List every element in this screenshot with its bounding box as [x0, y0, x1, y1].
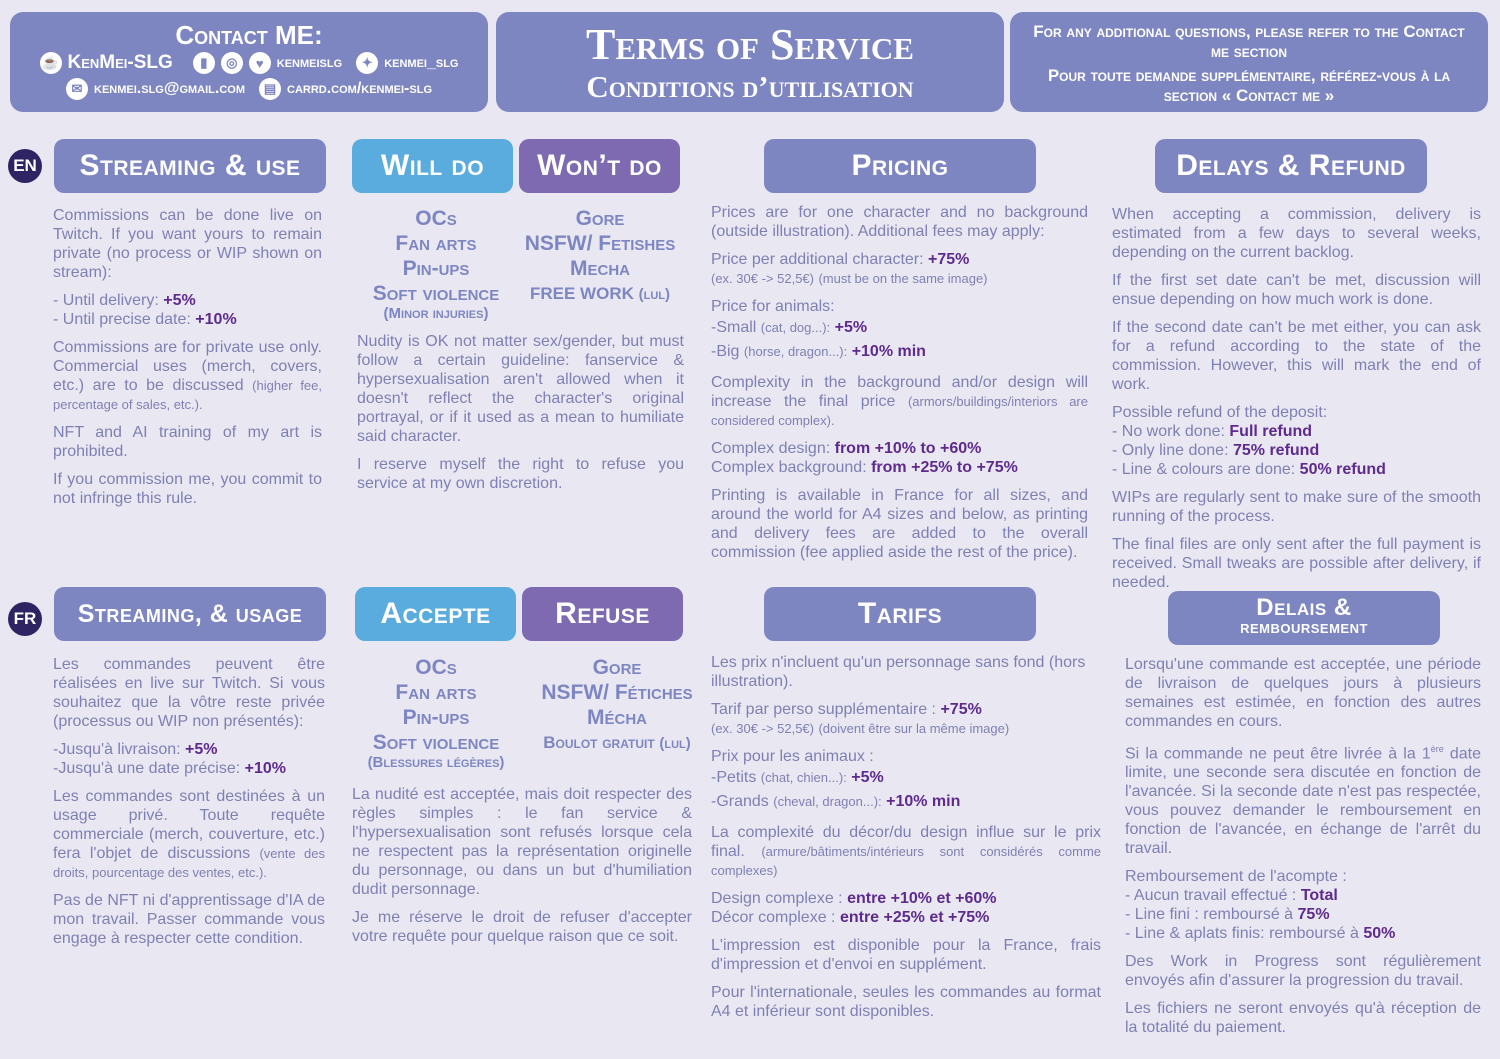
en-will-item: Soft violence — [372, 282, 500, 305]
title-banner — [496, 12, 1004, 112]
fr-streaming-l2: -Jusqu'à une date précise: +10% — [53, 760, 286, 777]
en-pricing-cd: Complex design: from +10% to +60% — [711, 440, 982, 457]
fr-wont-item: Gore — [592, 656, 642, 679]
fr-will-list — [352, 655, 520, 770]
en-streaming-p3: NFT and AI training of my art is prohibited. — [53, 424, 322, 460]
twitch-handle[interactable]: kenmeislg — [276, 54, 343, 71]
fr-reserve: Je me réserve le droit de refuser d'accepter votre requête pour quelque raison que ce soit. — [352, 909, 692, 945]
en-streaming-p4: If you commission me, you commit to not infringe this rule. — [53, 471, 322, 507]
fr-pricing-add-ex: (ex. 30€ -> 52,5€) (doivent être sur la même image) — [711, 721, 1010, 736]
mail-icon: ✉ — [66, 78, 88, 100]
en-will-list — [352, 206, 520, 321]
fr-nudity-text — [352, 785, 692, 955]
en-nudity-text — [357, 332, 684, 502]
en-will-item: Pin-ups — [402, 257, 470, 280]
en-delays-p3: If the second date can't be met either, you can ask for a refund according to the state of the commission. However, this will mark the end of work. — [1112, 319, 1481, 393]
fr-delays-p5: Les fichiers ne seront envoyés qu'à réception de la totalité du paiement. — [1125, 1000, 1481, 1037]
en-pricing-header: Pricing — [764, 139, 1036, 193]
en-will-header: Will do — [352, 139, 513, 193]
en-pricing-small: -Small (cat, dog...): +5% — [711, 319, 868, 336]
fr-wont-list — [527, 655, 707, 755]
en-delays-p2: If the first set date can't be met, discussion will ensue depending on how much work is done. — [1112, 272, 1481, 308]
en-pricing-complex: Complexity in the background and/or design will increase the final price (armors/buildings/interiors are considered complex). — [711, 374, 1088, 428]
en-pricing-animals: Price for animals: — [711, 298, 835, 315]
twitch-icon: ▮ — [193, 52, 215, 74]
contact-name[interactable]: KenMei-SLG — [67, 52, 173, 73]
en-wont-item: NSFW/ Fetishes — [524, 232, 676, 255]
fr-will-header: Accepte — [355, 587, 516, 641]
en-wont-item: FREE WORK (lul) — [530, 284, 670, 303]
fr-delays-p4: Des Work in Progress sont régulièrement envoyés afin d'assurer la progression du travail. — [1125, 953, 1481, 990]
fr-pricing-cd: Design complexe : entre +10% et +60% — [711, 890, 997, 907]
fr-delays-header — [1168, 591, 1440, 645]
en-delays-r3: - Line & colours are done: 50% refund — [1112, 461, 1386, 478]
page-subtitle: Conditions d’utilisation — [586, 69, 914, 104]
fr-pricing-add: Tarif par perso supplémentaire : +75% — [711, 701, 982, 718]
en-reserve: I reserve myself the right to refuse you service at my own discretion. — [357, 456, 684, 492]
en-delays-refund: Possible refund of the deposit: — [1112, 404, 1328, 421]
fr-will-item: Fan arts — [395, 681, 477, 704]
en-badge: EN — [8, 149, 42, 183]
fr-delays-r2: - Line fini : remboursé à 75% — [1125, 906, 1330, 924]
fr-nudity: La nudité est acceptée, mais doit respecter des règles simples : le fan service & l'hypersexualisation sont refusés lorsque cela ne respectent pas la représentation originelle du personnage, ou dans un but d'humiliation dudit personnage. — [352, 786, 692, 898]
fr-pricing-text — [711, 653, 1101, 1030]
en-pricing-printing: Printing is available in France for all sizes, and around the world for A4 sizes and below, as printing and delivery fees are added to the overall commission (fee applied aside the rest of the price). — [711, 487, 1088, 561]
en-pricing-text — [711, 203, 1088, 571]
en-delays-text — [1112, 205, 1481, 601]
fr-pricing-animals: Prix pour les animaux : — [711, 748, 874, 765]
kofi-heart-icon: ♥ — [249, 52, 271, 74]
fr-delays-header-l1: Delais & — [1256, 594, 1352, 621]
contact-banner — [10, 12, 488, 112]
fr-streaming-header: Streaming, & usage — [54, 587, 326, 641]
fr-streaming-p2: Les commandes sont destinées à un usage privé. Toute requête commerciale (merch, couverture, etc.) fera l'objet de discussions (vente des droits, pourcentage des ventes, etc.). — [53, 788, 325, 880]
en-streaming-text — [53, 206, 322, 517]
fr-will-item: Pin-ups — [402, 706, 470, 729]
fr-wont-item: Boulot gratuit (lul) — [543, 733, 691, 752]
en-pricing-cb: Complex background: from +25% to +75% — [711, 459, 1018, 476]
en-delays-p5: The final files are only sent after the full payment is received. Small tweaks are possible after delivery, if needed. — [1112, 536, 1481, 591]
fr-streaming-p3: Pas de NFT ni d'apprentissage d'IA de mon travail. Passer commande vous engage à respecter cette condition. — [53, 892, 325, 947]
en-streaming-p1: Commissions can be done live on Twitch. If you want yours to remain private (no process or WIP shown on stream): — [53, 207, 322, 281]
en-will-item-note: (Minor injuries) — [383, 305, 489, 322]
fr-streaming-l1: -Jusqu'à livraison: +5% — [53, 741, 218, 758]
en-delays-p4: WIPs are regularly sent to make sure of the smooth running of the process. — [1112, 489, 1481, 525]
en-wont-header: Won’t do — [519, 139, 680, 193]
fr-badge: FR — [8, 602, 42, 636]
fr-delays-text — [1125, 655, 1481, 1046]
contact-carrd[interactable]: carrd.com/kenmei-slg — [287, 80, 432, 97]
fr-will-item-note: (Blessures légères) — [367, 754, 505, 771]
en-pricing-p1: Prices are for one character and no background (outside illustration). Additional fees may apply: — [711, 204, 1088, 240]
note-banner — [1010, 12, 1488, 112]
fr-streaming-text — [53, 655, 325, 957]
contact-email[interactable]: kenmei.slg@gmail.com — [94, 80, 245, 97]
en-delays-p1: When accepting a commission, delivery is estimated from a few days to several weeks, depending on the current backlog. — [1112, 206, 1481, 261]
fr-pricing-cb: Décor complexe : entre +25% et +75% — [711, 909, 990, 926]
fr-pricing-p1: Les prix n'incluent qu'un personnage sans fond (hors illustration). — [711, 654, 1086, 690]
fr-delays-p1: Lorsqu'une commande est acceptée, une période de livraison de quelques jours à plusieurs semaines est estimée, en fonction des autres commandes en cours. — [1125, 656, 1481, 730]
fr-wont-item: NSFW/ Fétiches — [541, 681, 693, 704]
en-streaming-v2: +10% — [195, 311, 237, 328]
kofi-icon: ☕ — [40, 52, 62, 74]
en-wont-list — [518, 206, 682, 306]
note-en: For any additional questions, please refer to the Contact me section — [1033, 22, 1465, 61]
fr-pricing-big: -Grands (cheval, dragon...): +10% min — [711, 793, 961, 810]
en-wont-item: Gore — [575, 207, 625, 230]
fr-delays-refund: Remboursement de l'acompte : — [1125, 868, 1347, 886]
en-streaming-l2: - Until precise date: +10% — [53, 311, 237, 328]
en-nudity: Nudity is OK not matter sex/gender, but must follow a certain guideline: fanservice & hypersexualisation aren't allowed when it doesn't reflect the character's original portrayal, or if it used as a mean to humiliate said character. — [357, 333, 684, 445]
en-delays-header: Delays & Refund — [1155, 139, 1427, 193]
en-delays-r1: - No work done: Full refund — [1112, 423, 1313, 440]
contact-title: Contact ME: — [175, 20, 323, 50]
en-wont-item: Mecha — [570, 257, 630, 280]
fr-wont-header: Refuse — [522, 587, 683, 641]
en-pricing-add-ex: (ex. 30€ -> 52,5€) (must be on the same image) — [711, 271, 988, 286]
fr-delays-p2: Si la commande ne peut être livrée à la 1ère date limite, une seconde sera discutée en fonction de l'avancée. Si la seconde date n'est pas respectée, vous pouvez demander le remboursement en fonction de l'avancée, en échange de l'arrêt du travail. — [1125, 744, 1481, 858]
carrd-icon: ▤ — [259, 78, 281, 100]
en-pricing-big: -Big (horse, dragon...): +10% min — [711, 343, 926, 360]
fr-pricing-printing: L'impression est disponible pour la France, frais d'impression et d'envoi en supplément. — [711, 937, 1101, 973]
en-streaming-v1: +5% — [163, 292, 196, 309]
fr-delays-r1: - Aucun travail effectué : Total — [1125, 887, 1338, 905]
en-will-item: OCs — [415, 207, 457, 230]
en-streaming-header: Streaming & use — [54, 139, 326, 193]
en-streaming-l1: - Until delivery: +5% — [53, 292, 196, 309]
fr-pricing-complex: La complexité du décor/du design influe sur le prix final. (armure/bâtiments/intérieurs sont considérés comme complexes) — [711, 824, 1102, 878]
twitter-icon: ✦ — [356, 52, 378, 74]
fr-delays-header-l2: remboursement — [1240, 617, 1368, 638]
note-fr: Pour toute demande supplémentaire, référez-vous à la section « Contact me » — [1047, 66, 1451, 105]
instagram-icon: ◎ — [221, 52, 243, 74]
en-pricing-add: Price per additional character: +75% — [711, 251, 970, 268]
page-title: Terms of Service — [586, 20, 914, 69]
en-delays-r2: - Only line done: 75% refund — [1112, 442, 1320, 459]
fr-delays-r3: - Line & aplats finis: remboursé à 50% — [1125, 925, 1396, 943]
fr-pricing-header: Tarifs — [764, 587, 1036, 641]
en-streaming-p2: Commissions are for private use only. Commercial uses (merch, covers, etc.) are to be discussed (higher fee, percentage of sales, etc.). — [53, 339, 322, 412]
fr-will-item: OCs — [415, 656, 457, 679]
en-will-item: Fan arts — [395, 232, 477, 255]
twitter-handle[interactable]: kenmei_slg — [384, 54, 459, 71]
fr-will-item: Soft violence — [372, 731, 500, 754]
fr-pricing-small: -Petits (chat, chien...): +5% — [711, 769, 884, 786]
fr-streaming-p1: Les commandes peuvent être réalisées en live sur Twitch. Si vous souhaitez que la vôtre reste privée (processus ou WIP non présentés): — [53, 656, 325, 730]
fr-wont-item: Mécha — [587, 706, 647, 729]
fr-pricing-printing2: Pour l'internationale, seules les commandes au format A4 et inférieur sont disponibles. — [711, 984, 1101, 1020]
